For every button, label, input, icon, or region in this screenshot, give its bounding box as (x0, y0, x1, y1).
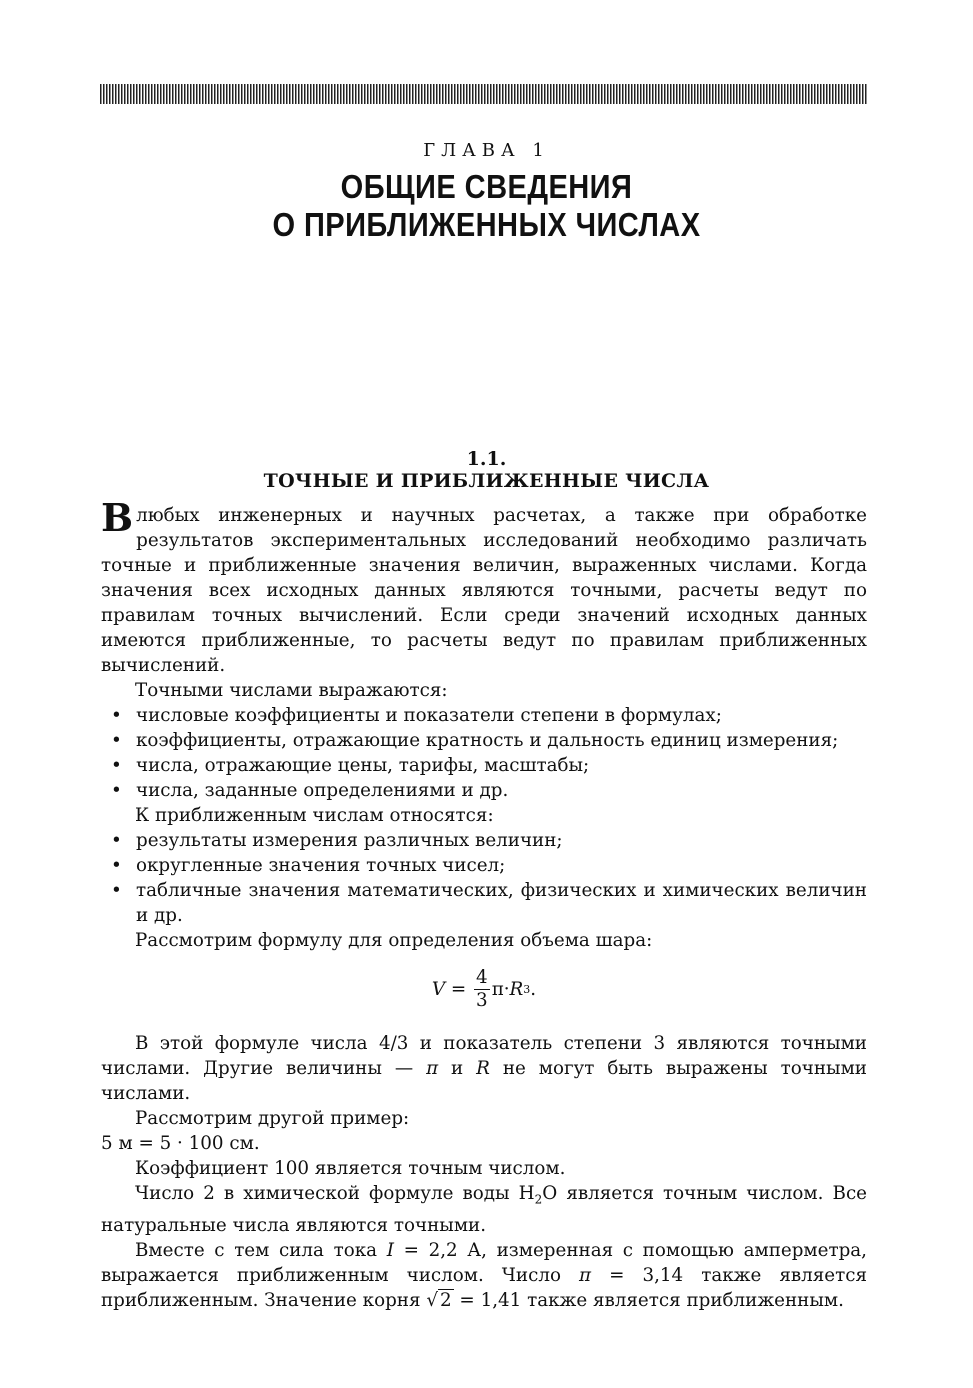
example-intro: Рассмотрим другой пример: (135, 1108, 410, 1129)
decorative-rule (100, 84, 868, 104)
current-text-2: = 2,2 А, измеренная с помощью амперметра, выражается приближенным числом. Число (101, 1239, 867, 1286)
formula-explanation-text-2: не могут быть выражены точными числами. (101, 1058, 867, 1104)
approx-intro: К приближенным числам относятся: (135, 805, 494, 826)
example-formula: 5 м = 5 · 100 см. (101, 1133, 260, 1154)
current-i: I (386, 1239, 394, 1261)
formula-end: . (530, 979, 537, 1000)
formula-exponent: 3 (523, 983, 531, 996)
current-paragraph (101, 1238, 867, 1313)
formula-r: R (509, 979, 524, 1000)
approx-list (101, 828, 867, 928)
formula-dot: · (503, 979, 510, 1000)
formula-numerator: 4 (476, 967, 488, 988)
intro-paragraph (101, 495, 867, 678)
list-item: • числа, отражающие цены, тарифы, масштабы; (101, 753, 867, 778)
formula-v: V (431, 979, 446, 1000)
formula-eq: = (445, 979, 473, 1000)
current-text-3: = 3,14 также является приближенным. Значение корня (101, 1264, 867, 1311)
chapter-label: ГЛАВА 1 (423, 140, 550, 161)
water-paragraph (101, 1181, 867, 1238)
formula-explanation-pi: π (426, 1058, 439, 1079)
formula-explanation (101, 1031, 867, 1106)
body-text (101, 495, 867, 1313)
water-text-1: Число 2 в химической формуле воды H (135, 1183, 535, 1204)
formula-fraction (474, 967, 490, 1012)
chapter-title-line-2: О ПРИБЛИЖЕННЫХ ЧИСЛАХ (272, 206, 701, 243)
exact-intro: Точными числами выражаются: (135, 680, 448, 701)
formula-intro: Рассмотрим формулу для определения объема шара: (135, 930, 653, 951)
coefficient-paragraph: Коэффициент 100 является точным числом. (135, 1158, 566, 1179)
list-item: • коэффициенты, отражающие кратность и дальность единиц измерения; (101, 728, 867, 753)
intro-text: любых инженерных и научных расчетах, а также при обработке результатов экспериментальных исследований необходимо различать точные и приближенные значения величин, выраженных числами. Когда значения всех исходных данных являются точными, расчеты ведут по правилам точных вычислений. Если среди значений исходных данных имеются приближенные, то расчеты ведут по правилам приближенных вычислений. (101, 505, 867, 676)
current-pi: π (579, 1264, 592, 1286)
list-item: • округленные значения точных чисел; (101, 853, 867, 878)
sqrt-value: 2 (439, 1289, 452, 1311)
sqrt-sign: √ (426, 1289, 438, 1311)
sphere-volume-formula (101, 963, 867, 1023)
current-text-4: = 1,41 также является приближенным. (453, 1289, 844, 1311)
formula-pi: π (491, 979, 504, 1000)
drop-cap: В (101, 495, 134, 540)
formula-explanation-text-1: В этой формуле числа 4/3 и показатель степени 3 являются точными числами. Другие величины — (101, 1033, 867, 1079)
current-text-1: Вместе с тем сила тока (135, 1239, 387, 1261)
formula-explanation-r: R (476, 1058, 490, 1079)
exact-list (101, 703, 867, 803)
formula-explanation-and: и (438, 1058, 477, 1079)
list-item: • числа, заданные определениями и др. (101, 778, 867, 803)
water-subscript: 2 (534, 1192, 543, 1207)
water-text-2: O является точным числом. Все натуральные числа являются точными. (101, 1183, 867, 1236)
list-item: • числовые коэффициенты и показатели степени в формулах; (101, 703, 867, 728)
chapter-title (58, 168, 914, 244)
formula-denominator: 3 (476, 990, 488, 1011)
list-item: • табличные значения математических, физических и химических величин и др. (101, 878, 867, 928)
list-item: • результаты измерения различных величин; (101, 828, 867, 853)
chapter-title-line-1: ОБЩИЕ СВЕДЕНИЯ (340, 168, 633, 205)
section-title: ТОЧНЫЕ И ПРИБЛИЖЕННЫЕ ЧИСЛА (263, 470, 710, 492)
section-number: 1.1. (466, 448, 507, 470)
